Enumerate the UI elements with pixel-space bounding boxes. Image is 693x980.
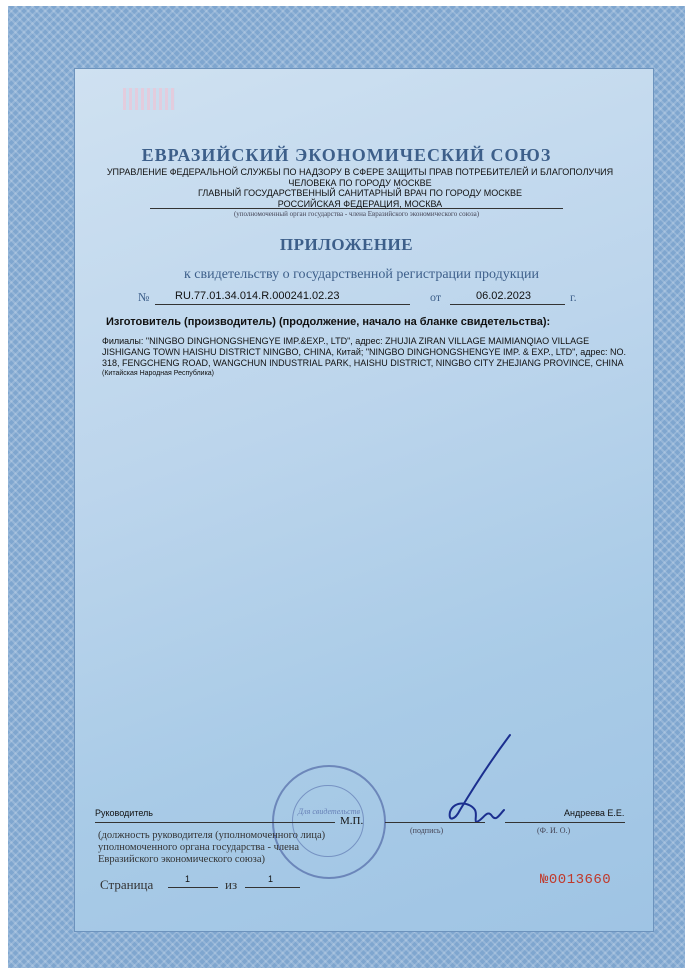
certificate-date: 06.02.2023 [476, 290, 532, 302]
stamp-mark-label: М.П. [340, 815, 364, 827]
agency-line-3: ГЛАВНЫЙ ГОСУДАРСТВЕННЫЙ САНИТАРНЫЙ ВРАЧ ПО ГОРОДУ МОСКВЕ [198, 188, 522, 198]
certificate-number: RU.77.01.34.014.R.000241.02.23 [175, 290, 340, 302]
seal-text: Для свидетельств [298, 807, 360, 816]
signature-caption: (подпись) [410, 826, 444, 835]
branches-country: (Китайская Народная Республика) [102, 370, 215, 377]
page-number: 1 [185, 874, 191, 884]
number-label: № [138, 290, 150, 304]
serial-number: №0013660 [540, 872, 612, 888]
appendix-title: ПРИЛОЖЕНИЕ [279, 235, 414, 254]
year-label: г. [570, 290, 577, 304]
agency-line-2: ЧЕЛОВЕКА ПО ГОРОДУ МОСКВЕ [288, 177, 432, 188]
agency-caption: (уполномоченный орган государства - члена Евразийского экономического союза) [233, 210, 480, 218]
of-label: из [225, 877, 238, 892]
from-label: от [430, 290, 442, 304]
head-label: Руководитель [95, 808, 153, 818]
union-title: ЕВРАЗИЙСКИЙ ЭКОНОМИЧЕСКИЙ СОЮЗ [141, 145, 552, 165]
issuing-agency [90, 167, 630, 209]
agency-underline [150, 208, 563, 209]
page-number-underline [168, 887, 218, 888]
branches-text: Филиалы: "NINGBO DINGHONGSHENGYE IMP.&EXP., LTD", адрес: ZHUJIA ZIRAN VILLAGE MAIMIANQIAO VILLAGE JISHIGANG TOWN HAISHU DISTRICT NINGBO, CHINA, Китай; "NINGBO DINGHONGSHENGYE IMP. & EXP., LTD", адрес: NO. 318, FENGCHENG ROAD, WANGCHUN INDUSTRIAL PARK, HAISHU DISTRICT, NINGBO CITY ZHEJIANG PROVINCE, CHINA [102, 336, 627, 369]
page-total: 1 [268, 874, 274, 884]
page-label: Страница [100, 877, 154, 892]
date-underline [450, 304, 565, 305]
appendix-subtitle: к свидетельству о государственной регистрации продукции [183, 267, 540, 282]
fio-caption: (Ф. И. О.) [537, 826, 571, 835]
page-total-underline [245, 887, 300, 888]
agency-line-4: РОССИЙСКАЯ ФЕДЕРАЦИЯ, МОСКВА [277, 198, 443, 209]
agency-line-1: УПРАВЛЕНИЕ ФЕДЕРАЛЬНОЙ СЛУЖБЫ ПО НАДЗОРУ В СФЕРЕ ЗАЩИТЫ ПРАВ ПОТРЕБИТЕЛЕЙ И БЛАГОПОЛУЧИЯ [106, 167, 614, 177]
signature-mark [440, 730, 530, 830]
signature-underline [385, 822, 485, 823]
name-underline [505, 822, 625, 823]
position-caption: (должность руководителя (уполномоченного лица) уполномоченного органа государства - члена Евразийского экономического союза) [98, 830, 326, 865]
hologram-mark [123, 88, 175, 110]
manufacturer-heading: Изготовитель (производитель) (продолжение, начало на бланке свидетельства): [106, 316, 551, 328]
number-underline [155, 304, 410, 305]
head-underline [95, 822, 335, 823]
head-name: Андреева Е.Е. [564, 808, 625, 818]
